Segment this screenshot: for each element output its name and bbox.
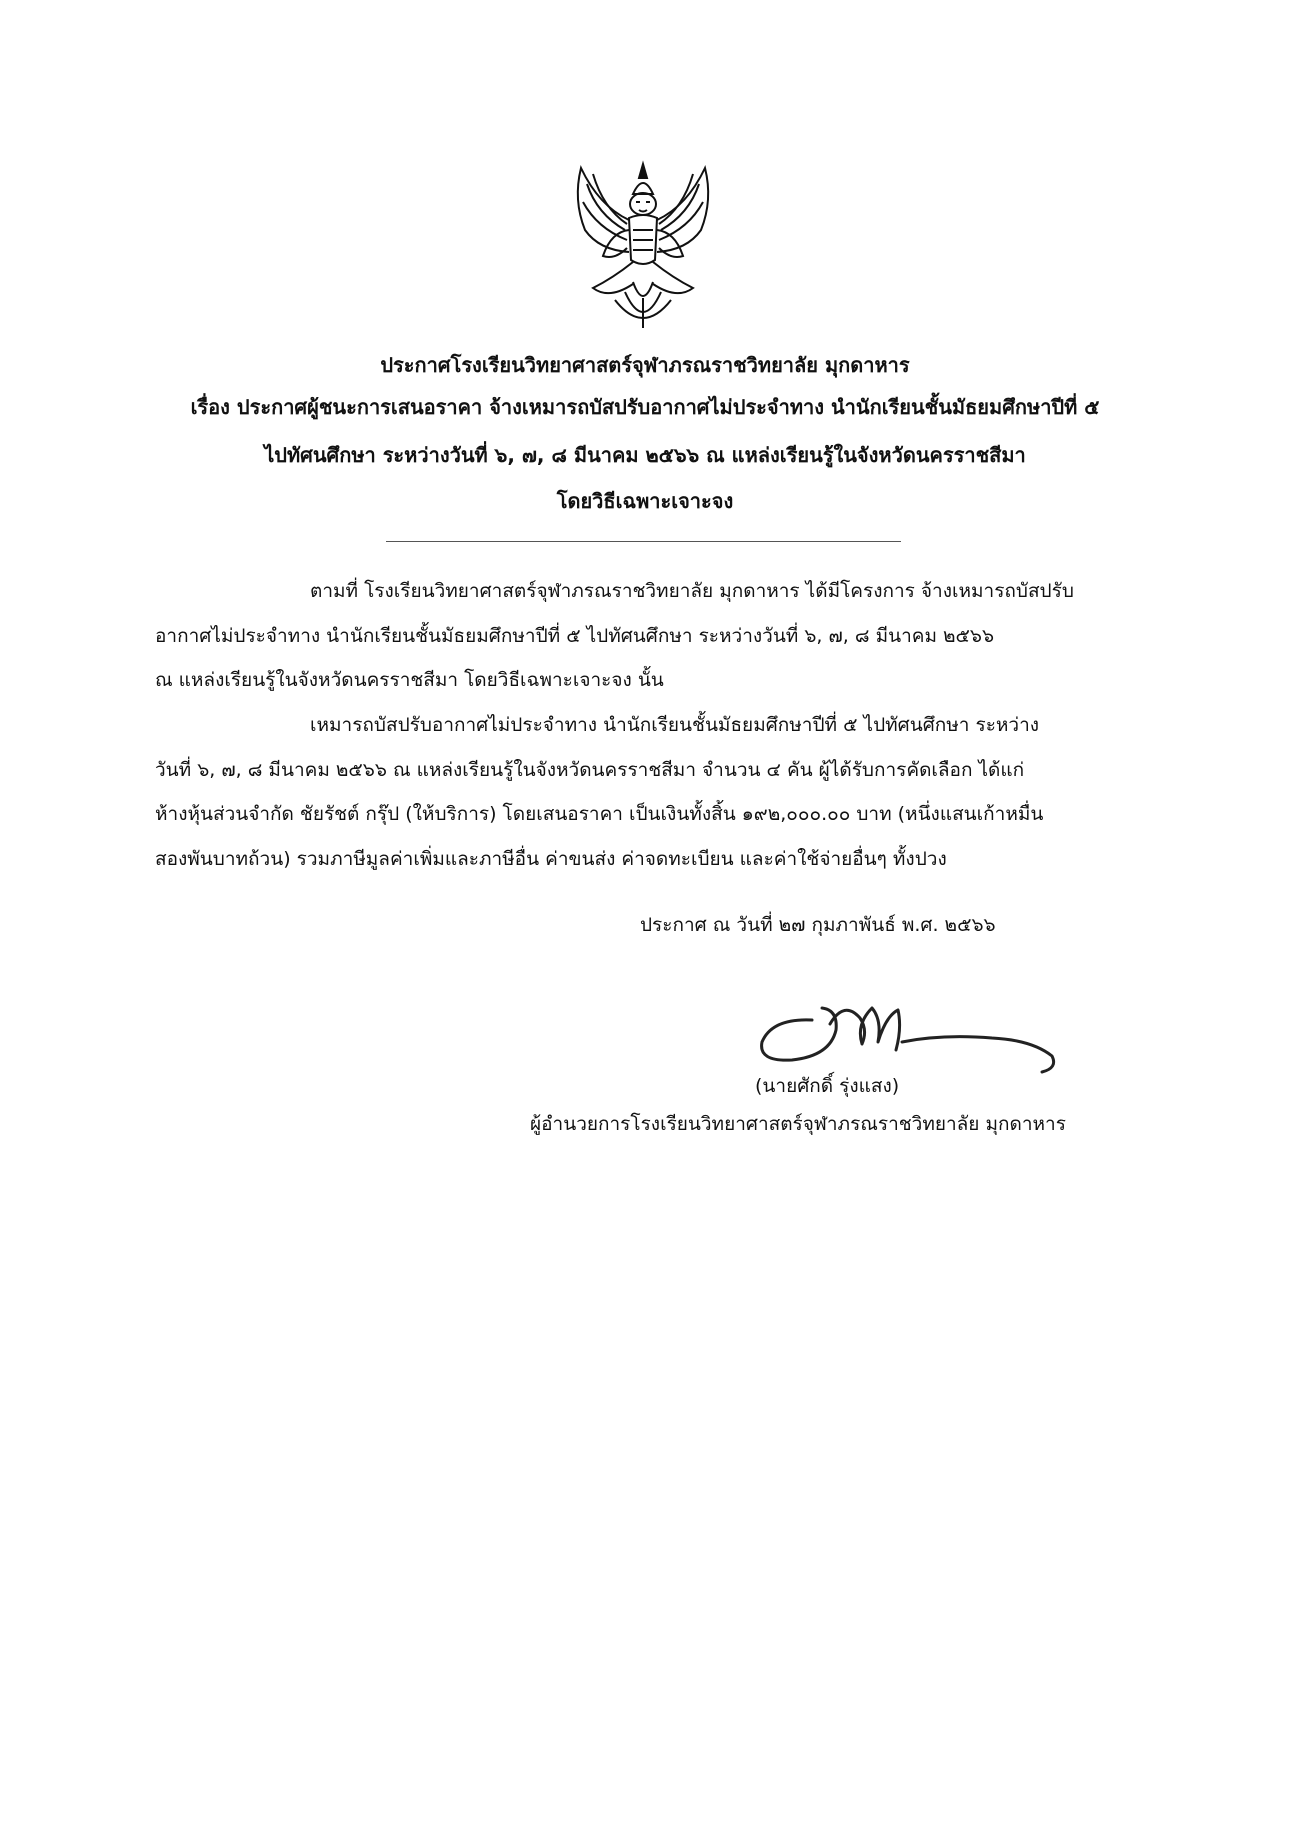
body-paragraph-1-line-3: ณ แหล่งเรียนรู้ในจังหวัดนครราชสีมา โดยวิธีเฉพาะเจาะจง นั้น <box>155 669 664 691</box>
header-divider <box>386 541 901 542</box>
announcement-method: โดยวิธีเฉพาะเจาะจง <box>556 489 734 513</box>
signer-position: ผู้อำนวยการโรงเรียนวิทยาศาสตร์จุฬาภรณราชวิทยาลัย มุกดาหาร <box>530 1113 1066 1135</box>
announcement-date: ประกาศ ณ วันที่ ๒๗ กุมภาพันธ์ พ.ศ. ๒๕๖๖ <box>640 914 996 936</box>
body-paragraph-1-line-2: อากาศไม่ประจำทาง นำนักเรียนชั้นมัธยมศึกษาปีที่ ๕ ไปทัศนศึกษา ระหว่างวันที่ ๖, ๗, ๘ มีนาคม ๒๕๖๖ <box>155 625 995 647</box>
announcement-subject-cont: ไปทัศนศึกษา ระหว่างวันที่ ๖, ๗, ๘ มีนาคม ๒๕๖๖ ณ แหล่งเรียนรู้ในจังหวัดนครราชสีมา <box>264 443 1026 467</box>
signer-name: (นายศักดิ์ รุ่งแสง) <box>755 1075 900 1097</box>
announcement-subject: เรื่อง ประกาศผู้ชนะการเสนอราคา จ้างเหมารถบัสปรับอากาศไม่ประจำทาง นำนักเรียนชั้นมัธยมศึกษาปีที่ ๕ <box>190 395 1100 419</box>
body-paragraph-1-line-1: ตามที่ โรงเรียนวิทยาศาสตร์จุฬาภรณราชวิทยาลัย มุกดาหาร ได้มีโครงการ จ้างเหมารถบัสปรับ <box>310 580 1074 602</box>
body-paragraph-2-line-3: ห้างหุ้นส่วนจำกัด ชัยรัชต์ กรุ๊ป (ให้บริการ) โดยเสนอราคา เป็นเงินทั้งสิ้น ๑๙๒,๐๐๐.๐๐ บาท (หนึ่งแสนเก้าหมื่น <box>155 803 1044 825</box>
body-paragraph-2-line-1: เหมารถบัสปรับอากาศไม่ประจำทาง นำนักเรียนชั้นมัธยมศึกษาปีที่ ๕ ไปทัศนศึกษา ระหว่าง <box>310 714 1040 736</box>
body-paragraph-2-line-4: สองพันบาทถ้วน) รวมภาษีมูลค่าเพิ่มและภาษีอื่น ค่าขนส่ง ค่าจดทะเบียน และค่าใช้จ่ายอื่นๆ ทั้งปวง <box>155 848 947 870</box>
body-paragraph-2-line-2: วันที่ ๖, ๗, ๘ มีนาคม ๒๕๖๖ ณ แหล่งเรียนรู้ในจังหวัดนครราชสีมา จำนวน ๔ คัน ผู้ได้รับการคัดเลือก ได้แก่ <box>155 759 1025 781</box>
garuda-emblem-icon <box>563 160 723 335</box>
announcement-title: ประกาศโรงเรียนวิทยาศาสตร์จุฬาภรณราชวิทยาลัย มุกดาหาร <box>380 353 910 377</box>
